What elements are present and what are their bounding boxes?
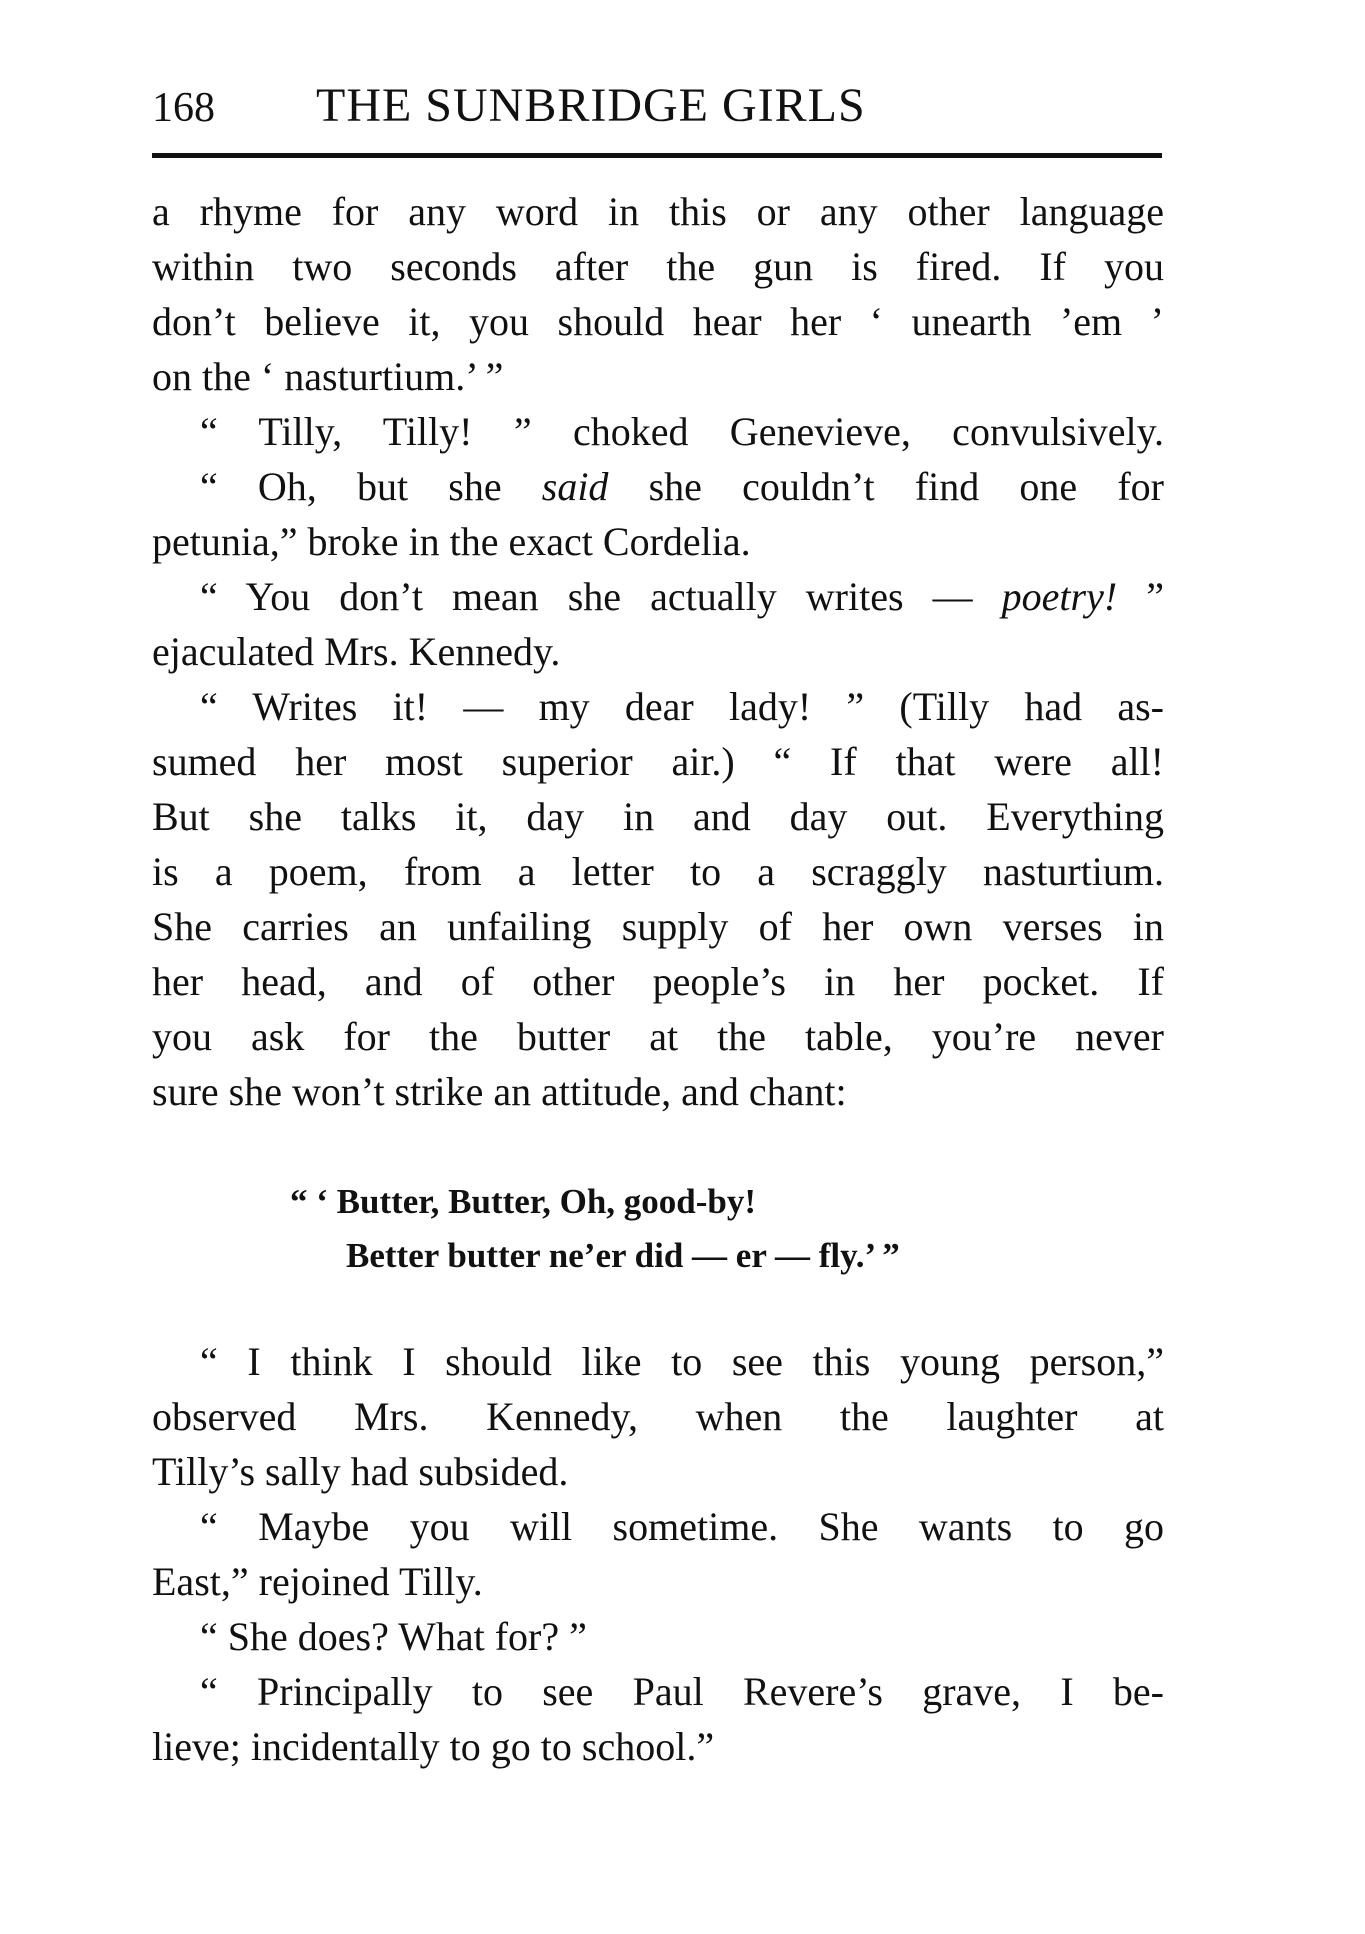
text-line: “ Maybe you will sometime. She wants to go	[200, 1504, 1164, 1549]
text-line	[152, 459, 1164, 514]
page-number: 168	[152, 85, 215, 131]
text-fragment: ”	[1117, 574, 1164, 619]
page-header	[152, 78, 1160, 148]
header-rule	[152, 153, 1162, 158]
text-fragment: “ You don’t mean she actually writes —	[200, 574, 1002, 619]
text-line: don’t believe it, you should hear her ‘ unearth ’em ’	[152, 299, 1164, 344]
text-line: is a poem, from a letter to a scraggly nasturtium.	[152, 849, 1164, 894]
text-line	[152, 569, 1164, 624]
text-line: “ Tilly, Tilly! ” choked Genevieve, convulsively.	[200, 409, 1164, 454]
body-text-block-2	[152, 1334, 1164, 1774]
text-line: observed Mrs. Kennedy, when the laughter at	[152, 1394, 1164, 1439]
verse-line: Better butter ne’er did — er — fly.’ ”	[346, 1236, 900, 1275]
text-line: her head, and of other people’s in her pocket. If	[152, 959, 1164, 1004]
text-line: “ Principally to see Paul Revere’s grave, I be-	[200, 1669, 1164, 1714]
text-line: you ask for the butter at the table, you’re never	[152, 1014, 1164, 1059]
text-line: But she talks it, day in and day out. Everything	[152, 794, 1164, 839]
text-line: ejaculated Mrs. Kennedy.	[152, 629, 561, 674]
text-line: “ She does? What for? ”	[200, 1614, 587, 1659]
verse-quote	[290, 1175, 900, 1283]
text-fragment: “ Oh, but she	[200, 464, 542, 509]
text-line: She carries an unfailing supply of her own verses in	[152, 904, 1164, 949]
text-line: East,” rejoined Tilly.	[152, 1559, 483, 1604]
text-line: within two seconds after the gun is fired. If you	[152, 244, 1164, 289]
text-line: a rhyme for any word in this or any other language	[152, 189, 1164, 234]
text-line: sumed her most superior air.) “ If that were all!	[152, 739, 1164, 784]
emphasized-word: said	[541, 464, 609, 509]
running-title: THE SUNBRIDGE GIRLS	[316, 79, 866, 132]
emphasized-word: poetry!	[1001, 574, 1118, 619]
text-line: lieve; incidentally to go to school.”	[152, 1724, 715, 1769]
body-text-block-1	[152, 184, 1164, 1119]
text-line: petunia,” broke in the exact Cordelia.	[152, 519, 751, 564]
text-line: Tilly’s sally had subsided.	[152, 1449, 569, 1494]
text-line: sure she won’t strike an attitude, and chant:	[152, 1069, 847, 1114]
text-line: “ Writes it! — my dear lady! ” (Tilly had as-	[200, 684, 1164, 729]
text-fragment: she couldn’t find one for	[608, 464, 1164, 509]
verse-line: “ ‘ Butter, Butter, Oh, good-by!	[290, 1182, 757, 1221]
text-line: “ I think I should like to see this young person,”	[200, 1339, 1164, 1384]
text-line: on the ‘ nasturtium.’ ”	[152, 354, 504, 399]
